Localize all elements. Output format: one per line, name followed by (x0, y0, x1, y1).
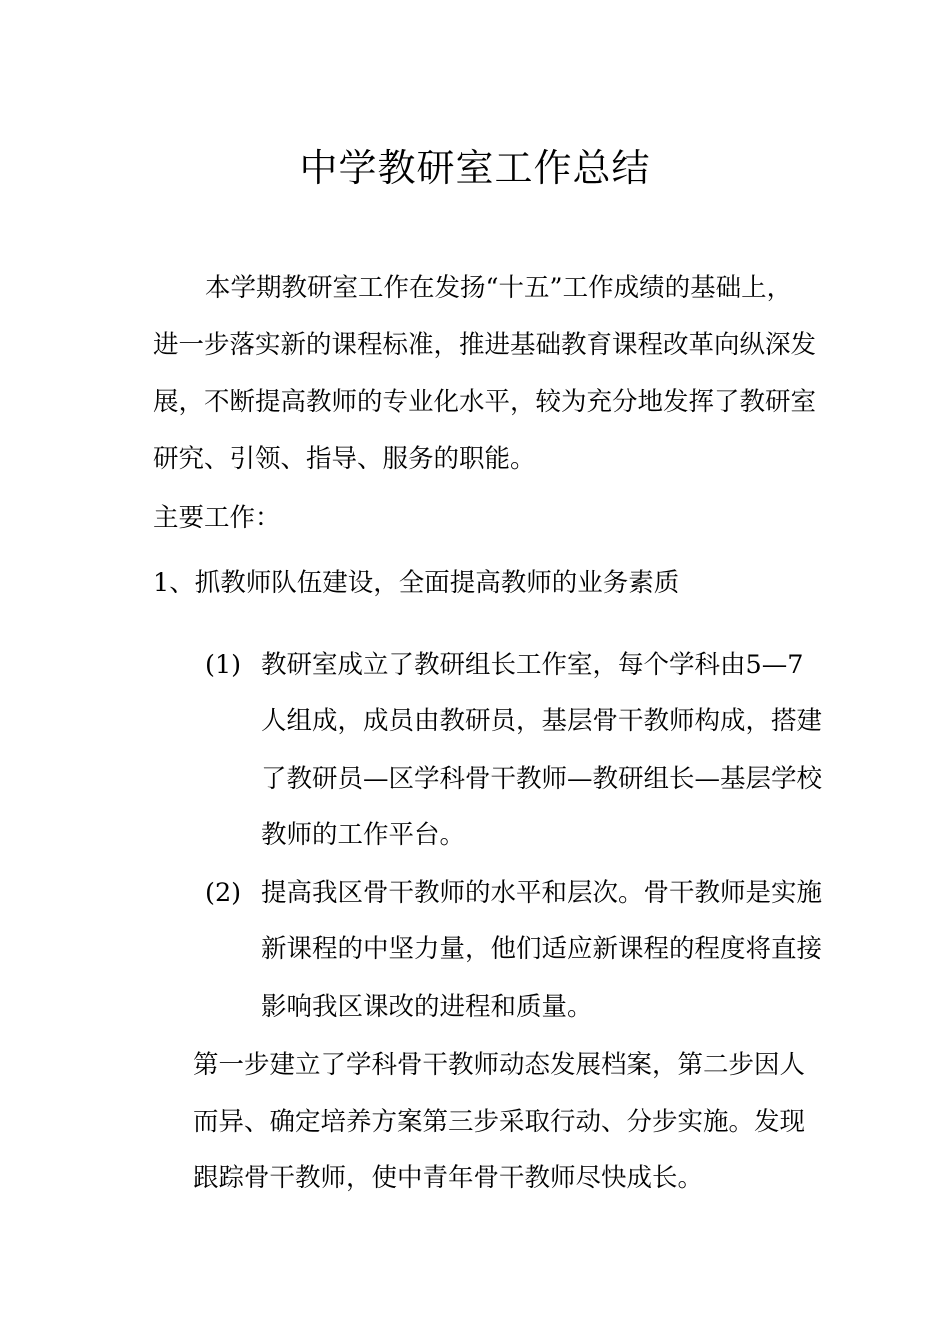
steps-line-3: 跟踪骨干教师，使中青年骨干教师尽快成长。 (193, 1163, 704, 1193)
item-2-line-3: 影响我区课改的进程和质量。 (261, 992, 593, 1022)
item-2-line-2: 新课程的中坚力量，他们适应新课程的程度将直接 (261, 934, 823, 964)
intro-line-3: 展，不断提高教师的专业化水平，较为充分地发挥了教研室 (153, 387, 817, 417)
intro-line-4: 研究、引领、指导、服务的职能。 (153, 444, 536, 474)
intro-line-2: 进一步落实新的课程标准，推进基础教育课程改革向纵深发 (153, 330, 817, 360)
item-1-line-1: 教研室成立了教研组长工作室，每个学科由5—7 (261, 650, 804, 680)
item-2-line-1: 提高我区骨干教师的水平和层次。骨干教师是实施 (261, 878, 823, 908)
main-work-heading: 主要工作： (153, 503, 281, 533)
document-title: 中学教研室工作总结 (299, 146, 651, 190)
steps-line-1: 第一步建立了学科骨干教师动态发展档案，第二步因人 (193, 1050, 806, 1080)
steps-line-2: 而异、确定培养方案第三步采取行动、分步实施。发现 (193, 1107, 806, 1137)
item-1-line-3: 了教研员—区学科骨干教师—教研组长—基层学校 (261, 764, 823, 794)
item-1-marker: (1) (205, 650, 242, 680)
intro-line-1: 本学期教研室工作在发扬“十五”工作成绩的基础上， (205, 273, 793, 303)
item-1-line-2: 人组成，成员由教研员，基层骨干教师构成，搭建 (261, 706, 823, 736)
item-2-marker: (2) (205, 878, 242, 908)
item-1-line-4: 教师的工作平台。 (261, 820, 466, 850)
section-1-heading: 1、抓教师队伍建设，全面提高教师的业务素质 (153, 568, 680, 598)
